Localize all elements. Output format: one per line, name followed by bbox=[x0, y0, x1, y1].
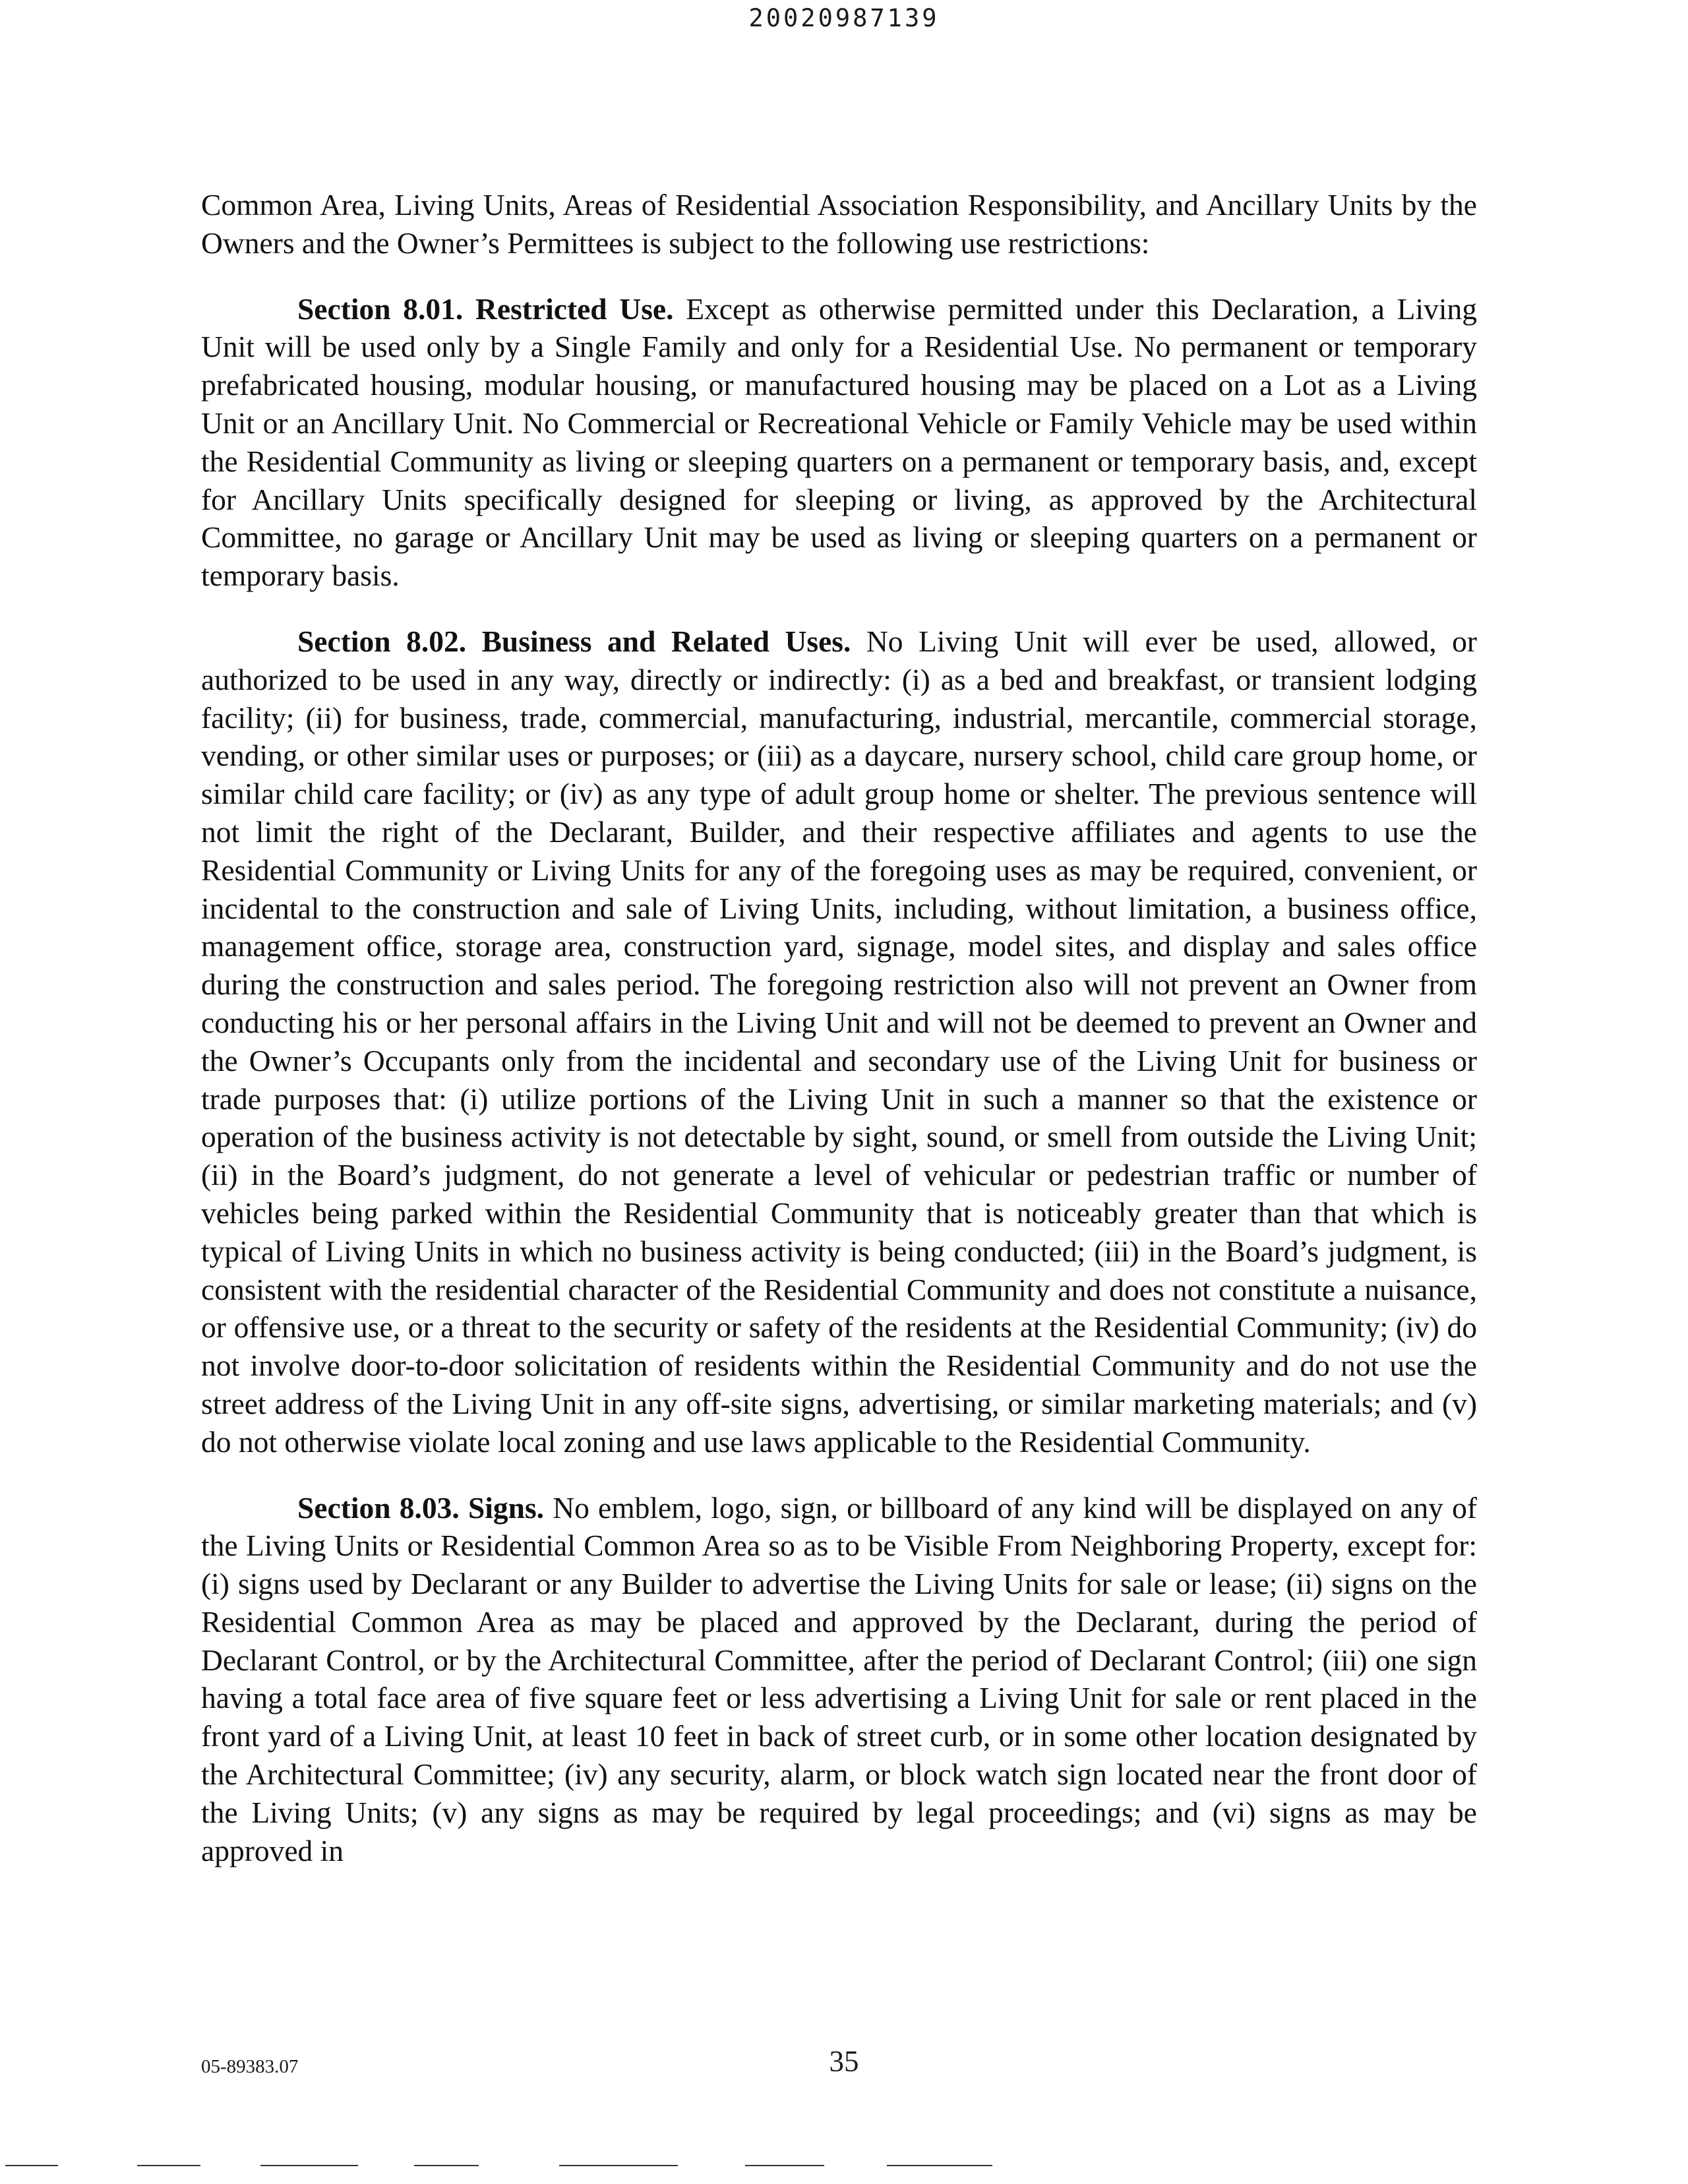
scan-mark bbox=[887, 2165, 992, 2166]
scan-mark bbox=[260, 2165, 358, 2166]
section-8-02-text: No Living Unit will ever be used, allowed, or authorized to be used in any way, directly or indirectly: (i) as a bed and breakfast, or transient lodging facility; (ii) for business, trade, commercial, manufacturing, industrial, mercantile, commercial storage, vending, or other similar uses or purposes; or (iii) as a daycare, nursery school, child care group home, or similar child care facility; or (iv) as any type of adult group home or shelter. The previous sentence will not limit the right of the Declarant, Builder, and their respective affiliates and agents to use the Residential Community or Living Units for any of the foregoing uses as may be required, convenient, or incidental to the construction and sale of Living Units, including, without limitation, a business office, management office, storage area, construction yard, signage, model sites, and display and sales office during the construction and sales period. The foregoing restriction also will not prevent an Owner from conducting his or her personal affairs in the Living Unit and will not be deemed to prevent an Owner and the Owner’s Occupants only from the incidental and secondary use of the Living Unit for business or trade purposes that: (i) utilize portions of the Living Unit in such a manner so that the existence or operation of the business activity is not detectable by sight, sound, or smell from outside the Living Unit; (ii) in the Board’s judgment, do not generate a level of vehicular or pedestrian traffic or number of vehicles being parked within the Residential Community that is noticeably greater than that which is typical of Living Units in which no business activity is being conducted; (iii) in the Board’s judgment, is consistent with the residential character of the Residential Community and does not constitute a nuisance, or offensive use, or a threat to the security or safety of the residents at the Residential Community; (iv) do not involve door-to-door solicitation of residents within the Residential Community and do not use the street address of the Living Unit in any off-site signs, advertising, or similar marketing materials; and (v) do not otherwise violate local zoning and use laws applicable to the Residential Community. bbox=[201, 624, 1478, 1459]
section-8-03-text: No emblem, logo, sign, or billboard of any kind will be displayed on any of the Living Units or Residential Common Area so as to be Visible From Neighboring Property, except for: (i) signs used by Declarant or any Builder to advertise the Living Units for sale or lease; (ii) signs on the Residential Common Area as may be placed and approved by the Declarant, during the period of Declarant Control, or by the Architectural Committee, after the period of Declarant Control; (iii) one sign having a total face area of five square feet or less advertising a Living Unit for sale or rent placed in the front yard of a Living Unit, at least 10 feet in back of street curb, or in some other location designated by the Architectural Committee; (iv) any security, alarm, or block watch sign located near the front door of the Living Units; (v) any signs as may be required by legal proceedings; and (vi) signs as may be approved in bbox=[201, 1490, 1477, 1867]
section-8-02-heading: Section 8.02. Business and Related Uses. bbox=[297, 624, 851, 658]
section-8-03-heading: Section 8.03. Signs. bbox=[297, 1490, 545, 1525]
section-8-01-text: Except as otherwise permitted under this Declaration, a Living Unit will be used only by a Single Family and only for a Residential Use. No permanent or temporary prefabricated housing, modular housing, or manufactured housing may be placed on a Lot as a Living Unit or an Ancillary Unit. No Commercial or Recreational Vehicle or Family Vehicle may be used within the Residential Community as living or sleeping quarters on a permanent or temporary basis, and, except for Ancillary Units specifically designed for sleeping or living, as approved by the Architectural Committee, no garage or Ancillary Unit may be used as living or sleeping quarters on a permanent or temporary basis. bbox=[201, 291, 1478, 593]
scan-mark bbox=[414, 2165, 479, 2166]
intro-paragraph: Common Area, Living Units, Areas of Residential Association Responsibility, and Ancillary Units by the Owners and the Owner’s Permittees is subject to the following use restrictions: bbox=[201, 188, 1477, 260]
scan-mark bbox=[745, 2165, 824, 2166]
scan-edge-marks bbox=[0, 2165, 1688, 2173]
scan-mark bbox=[137, 2165, 200, 2166]
page-number: 35 bbox=[829, 2045, 859, 2078]
document-recording-number: 20020987139 bbox=[748, 4, 940, 32]
section-8-03-paragraph bbox=[201, 1489, 1477, 1870]
scan-mark bbox=[5, 2165, 58, 2166]
section-8-01-heading: Section 8.01. Restricted Use. bbox=[297, 291, 674, 326]
scan-mark bbox=[559, 2165, 678, 2166]
document-body bbox=[201, 186, 1477, 1897]
section-8-01-paragraph bbox=[201, 290, 1477, 595]
footer-document-code: 05-89383.07 bbox=[201, 2056, 299, 2077]
section-8-02-paragraph bbox=[201, 622, 1477, 1461]
